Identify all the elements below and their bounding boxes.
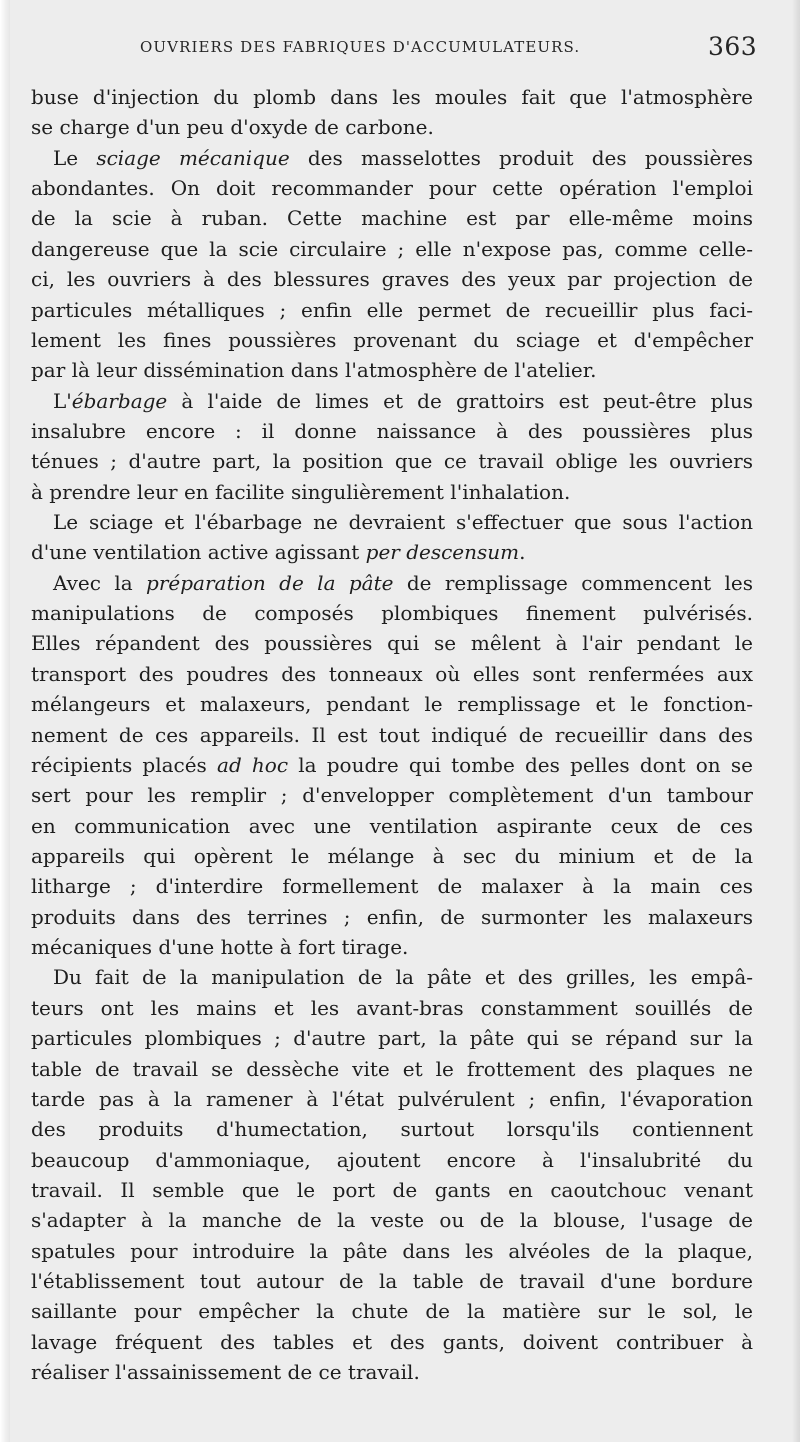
text-line: appareils qui opèrent le mélange à sec du minium et de la xyxy=(31,843,753,868)
text-line: récipients placés ad hoc la poudre qui tombe des pelles dont on se xyxy=(31,752,753,777)
text-line: de la scie à ruban. Cette machine est par elle-même moins xyxy=(31,206,753,231)
text-line: manipulations de composés plombiques finement pulvérisés. xyxy=(31,601,753,626)
text-line: sert pour les remplir ; d'envelopper complètement d'un tambour xyxy=(31,783,753,808)
text-line: travail. Il semble que le port de gants en caoutchouc venant xyxy=(31,1177,753,1202)
text-line: mélangeurs et malaxeurs, pendant le remplissage et le fonction- xyxy=(31,692,753,717)
page-number: 363 xyxy=(708,32,758,61)
italic-phrase: ébarbage xyxy=(71,388,168,413)
text-line: particules plombiques ; d'autre part, la pâte qui se répand sur la xyxy=(31,1026,753,1051)
text-line: en communication avec une ventilation aspirante ceux de ces xyxy=(31,813,753,838)
text-line: ténues ; d'autre part, la position que ce travail oblige les ouvriers xyxy=(31,449,753,474)
text-line: par là leur dissémination dans l'atmosphère de l'atelier. xyxy=(31,358,597,383)
text-line: nement de ces appareils. Il est tout indiqué de recueillir dans des xyxy=(31,722,753,747)
running-header xyxy=(0,32,800,66)
text-line: des produits d'humectation, surtout lorsqu'ils contiennent xyxy=(31,1117,753,1142)
text-line: insalubre encore : il donne naissance à des poussières plus xyxy=(31,418,753,443)
page-gutter-shadow xyxy=(0,0,10,1442)
text-line: dangereuse que la scie circulaire ; elle n'expose pas, comme celle- xyxy=(31,236,753,261)
text-line: buse d'injection du plomb dans les moules fait que l'atmosphère xyxy=(31,85,753,109)
text-line: Avec la préparation de la pâte de remplissage commencent les xyxy=(53,570,753,595)
text-line: s'adapter à la manche de la veste ou de la blouse, l'usage de xyxy=(31,1208,753,1233)
italic-phrase: ad hoc xyxy=(217,752,289,777)
text-line: beaucoup d'ammoniaque, ajoutent encore à l'insalubrité du xyxy=(31,1147,753,1172)
italic-phrase: sciage mécanique xyxy=(96,145,290,170)
text-line: produits dans des terrines ; enfin, de surmonter les malaxeurs xyxy=(31,904,753,929)
text-line: Le sciage mécanique des masselottes produit des poussières xyxy=(53,145,753,170)
text-line: l'établissement tout autour de la table de travail d'une bordure xyxy=(31,1269,753,1294)
italic-phrase: préparation de la pâte xyxy=(146,570,394,595)
text-line: mécaniques d'une hotte à fort tirage. xyxy=(31,935,409,960)
text-line: d'une ventilation active agissant per descensum. xyxy=(31,540,526,565)
text-line: table de travail se dessèche vite et le frottement des plaques ne xyxy=(31,1056,753,1081)
page-edge-shadow xyxy=(792,0,800,1442)
text-line: teurs ont les mains et les avant-bras constamment souillés de xyxy=(31,995,753,1020)
text-line: ci, les ouvriers à des blessures graves des yeux par projection de xyxy=(31,267,753,292)
text-line: lement les fines poussières provenant du sciage et d'empêcher xyxy=(31,327,753,352)
text-line: L'ébarbage à l'aide de limes et de grattoirs est peut-être plus xyxy=(53,388,753,413)
text-line: abondantes. On doit recommander pour cette opération l'emploi xyxy=(31,176,753,201)
text-line: spatules pour introduire la pâte dans les alvéoles de la plaque, xyxy=(31,1238,753,1263)
text-line: se charge d'un peu d'oxyde de carbone. xyxy=(31,115,434,140)
text-line: transport des poudres des tonneaux où elles sont renfermées aux xyxy=(31,661,753,686)
text-line: particules métalliques ; enfin elle permet de recueillir plus faci- xyxy=(31,297,753,322)
text-line: Le sciage et l'ébarbage ne devraient s'effectuer que sous l'action xyxy=(53,510,753,535)
text-line: Du fait de la manipulation de la pâte et des grilles, les empâ- xyxy=(53,965,753,990)
text-line: à prendre leur en facilite singulièrement l'inhalation. xyxy=(31,479,571,504)
text-line: saillante pour empêcher la chute de la matière sur le sol, le xyxy=(31,1299,753,1324)
text-line: lavage fréquent des tables et des gants, doivent contribuer à xyxy=(31,1329,753,1354)
text-line: réaliser l'assainissement de ce travail. xyxy=(31,1360,420,1385)
text-line: Elles répandent des poussières qui se mêlent à l'air pendant le xyxy=(31,631,753,656)
italic-phrase: per descensum xyxy=(365,540,520,565)
text-line: litharge ; d'interdire formellement de malaxer à la main ces xyxy=(31,874,753,899)
body-text xyxy=(31,82,753,1387)
text-line: tarde pas à la ramener à l'état pulvérulent ; enfin, l'évaporation xyxy=(31,1086,753,1111)
running-title: OUVRIERS DES FABRIQUES D'ACCUMULATEURS. xyxy=(140,38,581,56)
